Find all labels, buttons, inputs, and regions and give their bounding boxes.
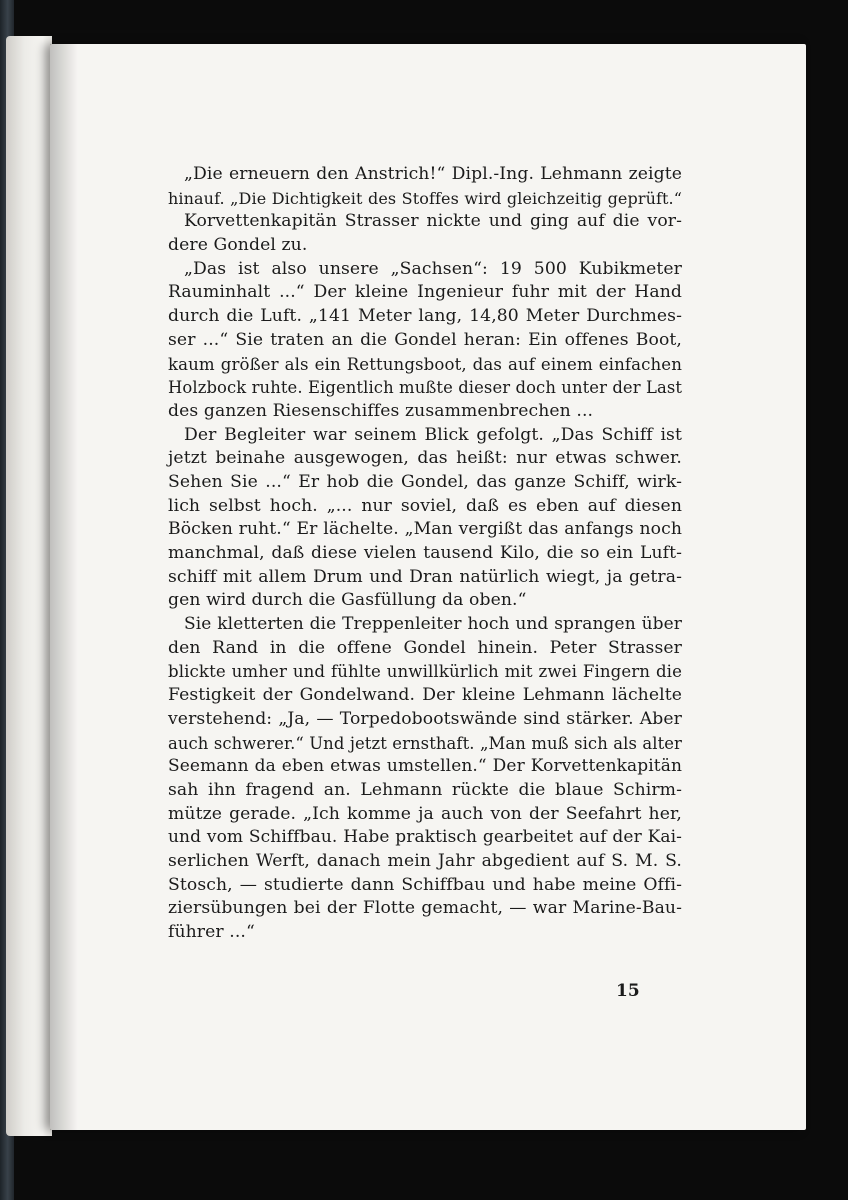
text-line: Festigkeit der Gondelwand. Der kleine Lehmann lächelte [168, 685, 682, 706]
text-line: hinauf. „Die Dichtigkeit des Stoffes wird gleichzeitig geprüft.“ [168, 188, 682, 208]
text-line: ziersübungen bei der Flotte gemacht, — war Marine-Bau- [168, 898, 682, 919]
text-line: Der Begleiter war seinem Blick gefolgt. „Das Schiff ist [184, 424, 682, 445]
text-line: gen wird durch die Gasfüllung da oben.“ [168, 590, 527, 611]
text-line: verstehend: „Ja, — Torpedobootswände sind stärker. Aber [168, 708, 682, 729]
text-line: Sie kletterten die Treppenleiter hoch und sprangen über [184, 614, 682, 635]
text-line: blickte umher und fühlte unwillkürlich mit zwei Fingern die [168, 662, 682, 682]
text-line: des ganzen Riesenschiffes zusammenbrechen ... [168, 400, 594, 421]
text-line: schiff mit allem Drum und Dran natürlich wiegt, ja getra- [168, 566, 682, 587]
text-line: lich selbst hoch. „... nur soviel, daß es eben auf diesen [168, 495, 682, 516]
text-line: Sehen Sie ...“ Er hob die Gondel, das ganze Schiff, wirk- [168, 471, 682, 492]
gutter-shadow [50, 44, 78, 1130]
text-line: „Die erneuern den Anstrich!“ Dipl.-Ing. Lehmann zeigte [184, 164, 682, 184]
text-line: auch schwerer.“ Und jetzt ernsthaft. „Man muß sich als alter [168, 733, 682, 753]
text-line: jetzt beinahe ausgewogen, das heißt: nur etwas schwer. [168, 448, 682, 469]
body-text [168, 163, 682, 945]
book-page [50, 44, 806, 1130]
text-line: manchmal, daß diese vielen tausend Kilo, die so ein Luft- [168, 543, 682, 563]
text-line: führer ...“ [168, 922, 255, 942]
text-line: dere Gondel zu. [168, 235, 308, 256]
text-line: ser ...“ Sie traten an die Gondel heran: Ein offenes Boot, [168, 329, 682, 350]
text-line: Rauminhalt ...“ Der kleine Ingenieur fuhr mit der Hand [168, 282, 682, 303]
text-line: Böcken ruht.“ Er lächelte. „Man vergißt das anfangs noch [168, 519, 682, 540]
text-line: Stosch, — studierte dann Schiffbau und habe meine Offi- [168, 874, 682, 895]
text-line: serlichen Werft, danach mein Jahr abgedient auf S. M. S. [168, 850, 682, 871]
text-line: Holzbock ruhte. Eigentlich mußte dieser doch unter der Last [168, 378, 683, 398]
text-line: sah ihn fragend an. Lehmann rückte die blaue Schirm- [168, 779, 682, 800]
text-line: kaum größer als ein Rettungsboot, das auf einem einfachen [168, 354, 682, 374]
text-line: und vom Schiffbau. Habe praktisch gearbeitet auf der Kai- [168, 827, 682, 848]
text-line: den Rand in die offene Gondel hinein. Peter Strasser [168, 637, 682, 658]
page-number: 15 [616, 981, 640, 1001]
text-line: durch die Luft. „141 Meter lang, 14,80 Meter Durchmes- [168, 306, 682, 327]
text-line: mütze gerade. „Ich komme ja auch von der Seefahrt her, [168, 803, 682, 824]
left-page-edge [6, 36, 52, 1136]
text-line: „Das ist also unsere „Sachsen“: 19 500 Kubikmeter [184, 258, 682, 279]
text-line: Seemann da eben etwas umstellen.“ Der Korvettenkapitän [168, 756, 682, 777]
text-line: Korvettenkapitän Strasser nickte und ging auf die vor- [184, 211, 682, 232]
